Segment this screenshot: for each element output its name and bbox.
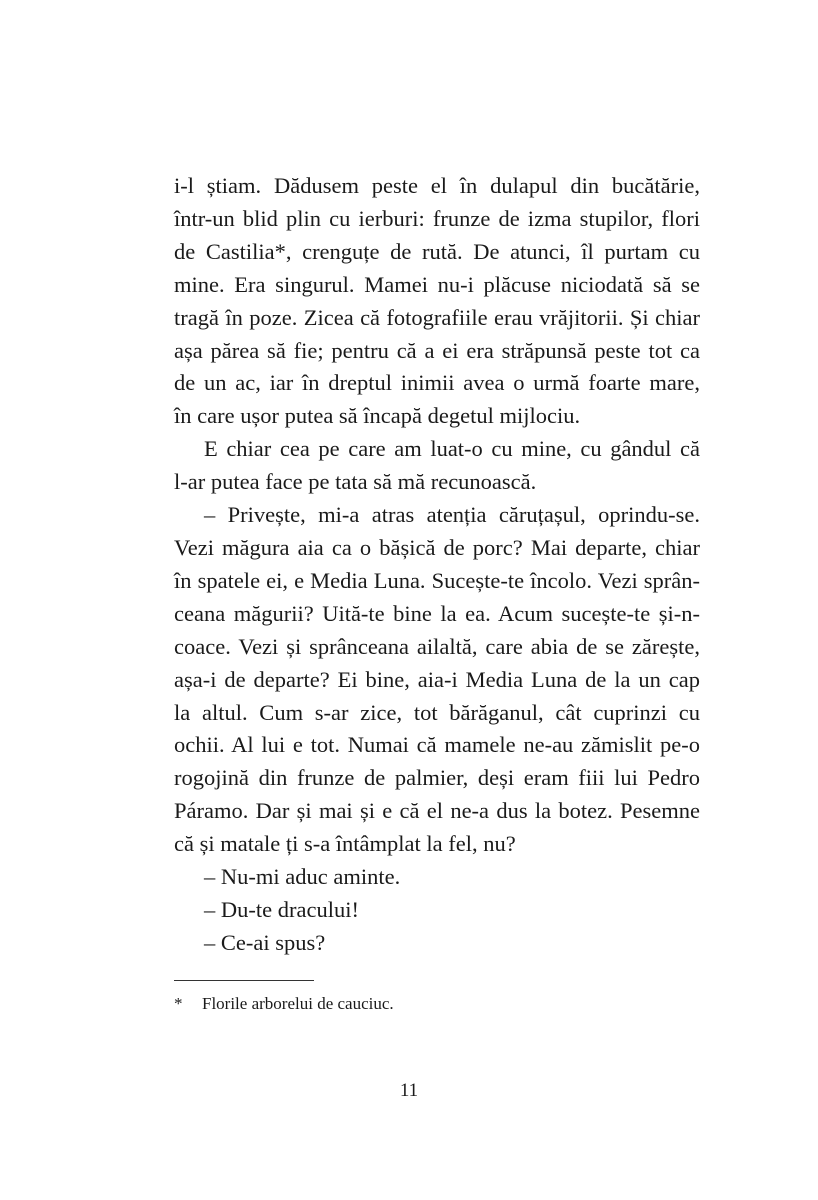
text-line: că și matale ți s-a întâmplat la fel, nu? bbox=[174, 831, 516, 857]
dialogue-line: – Nu-mi aduc aminte. bbox=[204, 864, 401, 890]
page-number: 11 bbox=[399, 1080, 419, 1101]
footnote-divider bbox=[174, 980, 314, 981]
paragraph bbox=[174, 499, 700, 861]
footnote-text: Florile arborelui de cauciuc. bbox=[202, 994, 394, 1013]
paragraph bbox=[174, 927, 700, 960]
dialogue-line: – Ce-ai spus? bbox=[204, 929, 326, 955]
text-line: așa părea să fie; pentru că a ei era străpunsă peste tot ca bbox=[174, 337, 700, 363]
text-line: Páramo. Dar și mai și e că el ne-a dus la botez. Pesemne bbox=[174, 798, 700, 824]
text-line: ceana măgurii? Uită-te bine la ea. Acum sucește-te și-n- bbox=[174, 600, 700, 626]
text-line: E chiar cea pe care am luat-o cu mine, cu gândul că bbox=[204, 436, 700, 462]
paragraph bbox=[174, 433, 700, 499]
text-line: ochii. Al lui e tot. Numai că mamele ne-au zămislit pe-o bbox=[174, 732, 700, 758]
text-line: Vezi măgura aia ca o bășică de porc? Mai departe, chiar bbox=[174, 534, 700, 560]
body-text bbox=[174, 170, 700, 960]
text-line: în care ușor putea să încapă degetul mijlociu. bbox=[174, 403, 581, 429]
text-line: de Castilia*, crenguțe de rută. De atunci, îl purtam cu bbox=[174, 238, 700, 264]
text-line: de un ac, iar în dreptul inimii avea o urmă foarte mare, bbox=[174, 370, 700, 396]
text-line: mine. Era singurul. Mamei nu-i plăcuse niciodată să se bbox=[174, 271, 700, 297]
text-line: i-l știam. Dădusem peste el în dulapul din bucătărie, bbox=[174, 173, 700, 198]
text-line: rogojină din frunze de palmier, deși eram fiii lui Pedro bbox=[174, 765, 700, 791]
text-line: în spatele ei, e Media Luna. Sucește-te încolo. Vezi sprân- bbox=[174, 567, 700, 593]
dialogue-line: – Du-te dracului! bbox=[204, 896, 359, 922]
text-line: l-ar putea face pe tata să mă recunoască. bbox=[174, 469, 537, 495]
paragraph bbox=[174, 861, 700, 894]
text-line: într-un blid plin cu ierburi: frunze de izma stupilor, flori bbox=[174, 205, 700, 231]
text-line: la altul. Cum s-ar zice, tot bărăganul, cât cuprinzi cu bbox=[174, 699, 700, 725]
text-line: – Privește, mi-a atras atenția căruțașul, oprindu-se. bbox=[204, 502, 700, 528]
paragraph bbox=[174, 894, 700, 927]
text-line: tragă în poze. Zicea că fotografiile erau vrăjitorii. Și chiar bbox=[174, 304, 700, 330]
text-line: așa-i de departe? Ei bine, aia-i Media Luna de la un cap bbox=[174, 666, 700, 692]
paragraph bbox=[174, 170, 700, 433]
footnote-marker: * bbox=[174, 994, 183, 1013]
footnote bbox=[174, 993, 394, 1015]
text-line: coace. Vezi și sprânceana ailaltă, care abia de se zărește, bbox=[174, 633, 700, 659]
